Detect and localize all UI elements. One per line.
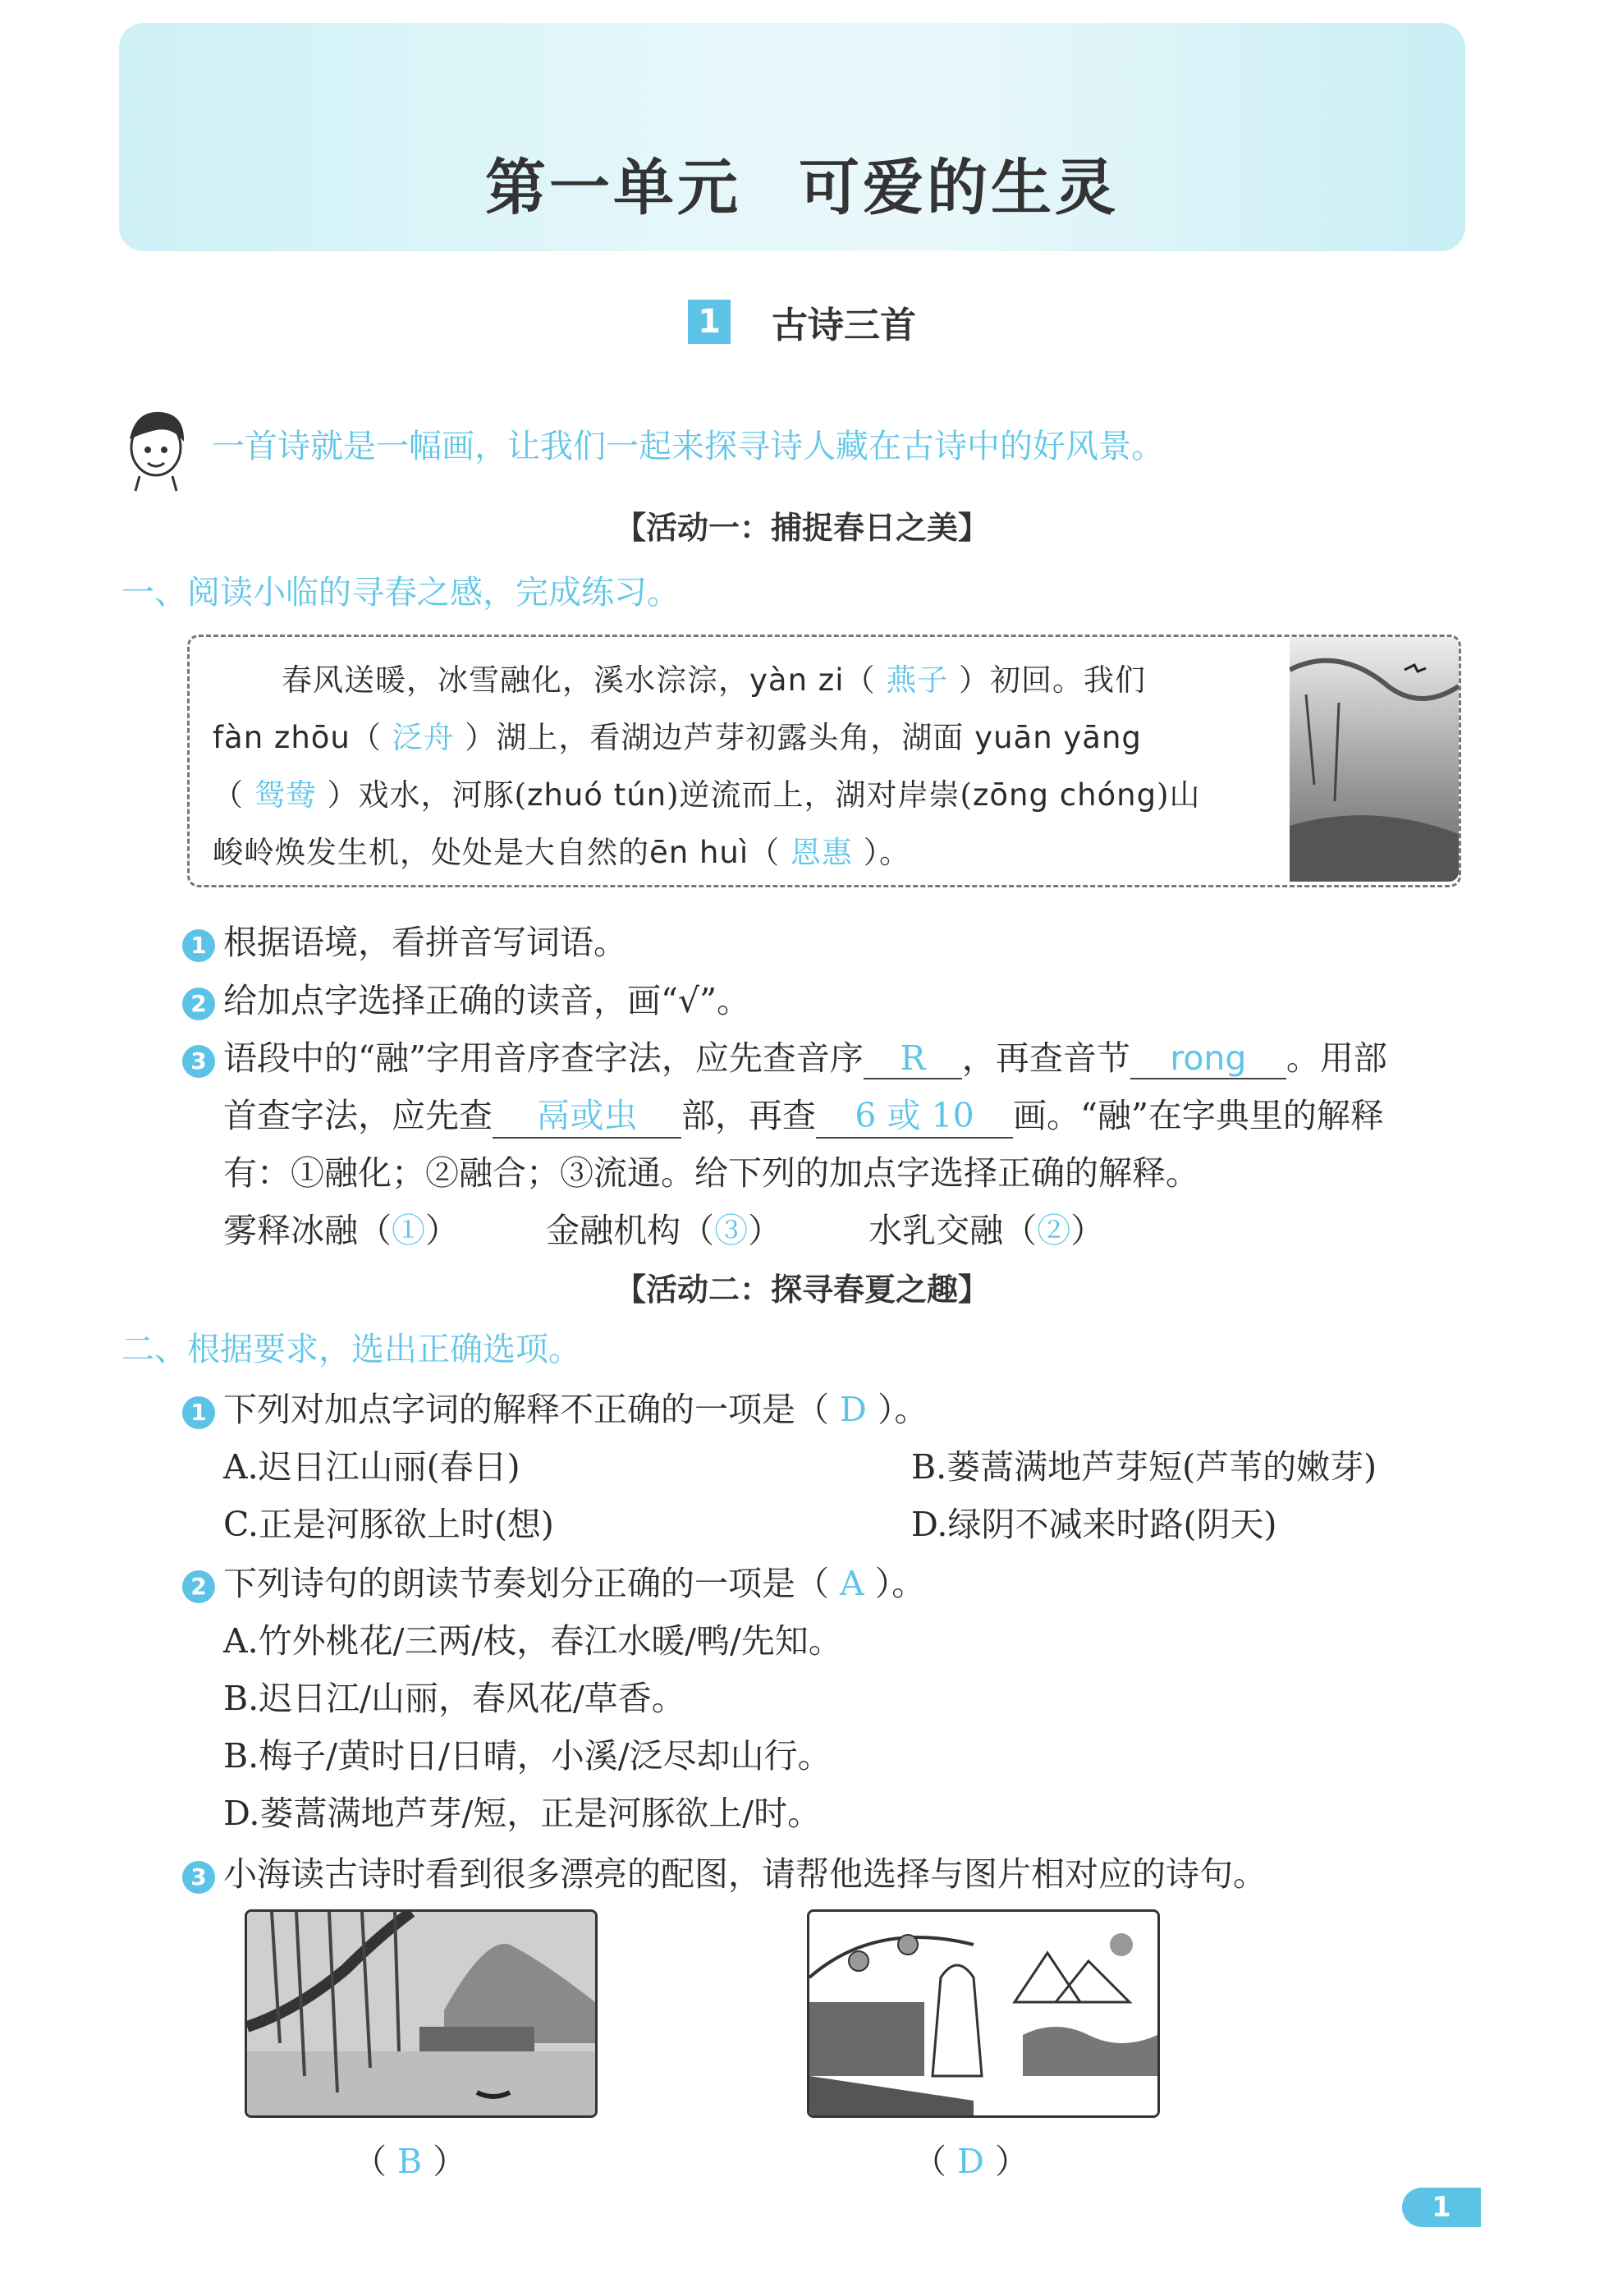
mc1-option-d[interactable]: D.绿阴不减来时路(阴天) <box>911 1505 1277 1544</box>
answer-blank-bushou[interactable]: 鬲或虫 <box>493 1088 681 1139</box>
lesson-title: 古诗三首 <box>772 305 916 346</box>
willow-village-picture <box>245 1909 598 2118</box>
unit-theme: 可爱的生灵 <box>799 153 1119 223</box>
mc1-option-a[interactable]: A.迟日江山丽(春日) <box>223 1447 520 1487</box>
passage-line-3: （ 鸳鸯 ）戏水，河豚(zhuó tún)逆流而上，湖对岸崇(zōng chóng)山 <box>213 777 1201 813</box>
passage-text: 春风送暖，冰雪融化，溪水淙淙， <box>282 662 749 698</box>
mc-question-2 <box>182 1556 925 1605</box>
answer-choice[interactable]: D <box>957 2142 984 2181</box>
question-text: 下列对加点字词的解释不正确的一项是（ <box>223 1390 829 1429</box>
question-3-line-2 <box>223 1088 1384 1139</box>
question-text: ，再查音节 <box>961 1038 1130 1078</box>
pinyin: zhuó tún <box>526 777 667 813</box>
passage-line-2: fàn zhōu（ 泛舟 ）湖上，看湖边芦芽初露头角，湖面 yuān yāng <box>213 720 1142 755</box>
mc1-option-b[interactable]: B.蒌蒿满地芦芽短(芦苇的嫩芽) <box>911 1447 1377 1487</box>
item-text: 雾释冰融（ <box>223 1211 392 1250</box>
item-text: ） <box>748 1211 782 1250</box>
question-number: 1 <box>182 1396 215 1429</box>
section-one-heading: 一、阅读小临的寻春之感，完成练习。 <box>121 574 680 612</box>
question-number: 2 <box>182 988 215 1020</box>
question-text: ）。 <box>874 1564 926 1603</box>
answer-blank-yinxu[interactable]: R <box>864 1038 962 1079</box>
question-number: 2 <box>182 1570 215 1603</box>
activity-one-heading: 【活动一：捕捉春日之美】 <box>614 510 989 546</box>
question-2 <box>182 974 750 1022</box>
answer-blank-bihua[interactable]: 6 或 10 <box>816 1088 1013 1139</box>
section-two-heading: 二、根据要求，选出正确选项。 <box>121 1331 581 1368</box>
question-text: 。用部 <box>1285 1038 1387 1078</box>
activity-two-heading: 【活动二：探寻春夏之趣】 <box>614 1272 989 1308</box>
page-number: 1 <box>1402 2188 1481 2227</box>
mc2-option-b[interactable]: B.迟日江/山丽，春风花/草香。 <box>223 1679 685 1718</box>
spring-lake-illustration <box>1290 637 1459 882</box>
mc2-option-a[interactable]: A.竹外桃花/三两/枝，春江水暖/鸭/先知。 <box>223 1621 842 1661</box>
unit-title <box>0 140 1604 227</box>
question-number: 3 <box>182 1045 215 1078</box>
item-text: 金融机构（ <box>546 1211 715 1250</box>
mc-question-3 <box>182 1847 1267 1895</box>
mc2-option-c[interactable]: B.梅子/黄时日/日晴，小溪/泛尽却山行。 <box>223 1736 832 1776</box>
question-text: 有：①融化；②融合；③流通。给下列的加点字选择正确的解释。 <box>223 1153 1199 1193</box>
unit-label: 第一单元 <box>485 153 741 223</box>
question-text: 画。“融”在字典里的解释 <box>1013 1096 1384 1135</box>
item-text: ） <box>1070 1211 1105 1250</box>
item-text: 水乳交融（ <box>868 1211 1038 1250</box>
question-text: 语段中的“融”字用音序查字法，应先查音序 <box>223 1038 864 1078</box>
paren: （ <box>913 2142 946 2181</box>
answer-choice[interactable]: D <box>840 1390 867 1429</box>
passage-text: )山 <box>1157 777 1201 813</box>
item-answer[interactable]: ③ <box>714 1211 749 1250</box>
passage-text: 峻岭焕发生机，处处是大自然的 <box>213 835 649 870</box>
picture-2-answer <box>913 2134 1029 2183</box>
lesson-number-badge: 1 <box>688 300 731 344</box>
item-text: ） <box>425 1211 459 1250</box>
passage-text: ）湖上，看湖边芦芽初露头角，湖面 <box>465 720 965 755</box>
answer-choice[interactable]: B <box>397 2142 423 2181</box>
passage-text: ）戏水，河豚( <box>327 777 527 813</box>
pinyin: ēn huì <box>649 835 749 870</box>
pinyin: zōng chóng <box>972 777 1157 813</box>
passage-line-4: 峻岭焕发生机，处处是大自然的ēn huì（ 恩惠 ）。 <box>213 835 911 870</box>
paren: （ <box>353 2142 387 2181</box>
traveler-boat-picture <box>807 1909 1160 2118</box>
mc-question-1 <box>182 1382 928 1431</box>
item-answer[interactable]: ② <box>1037 1211 1071 1250</box>
answer-choice[interactable]: A <box>840 1564 864 1603</box>
passage-text: ）初回。我们 <box>959 662 1147 698</box>
question-text: ）。 <box>877 1390 928 1429</box>
passage-text: )逆流而上，湖对岸崇( <box>667 777 973 813</box>
question-text: 首查字法，应先查 <box>223 1096 493 1135</box>
item-answer[interactable]: ① <box>392 1211 425 1250</box>
question-text: 根据语境，看拼音写词语。 <box>223 923 627 962</box>
question-number: 1 <box>182 929 215 962</box>
question-3-line-1 <box>182 1031 1387 1079</box>
picture-1-answer <box>353 2134 466 2183</box>
answer-yuanyang: 鸳鸯 <box>254 777 317 813</box>
question-text: 给加点字选择正确的读音，画“√”。 <box>223 981 751 1020</box>
answer-enhui: 恩惠 <box>790 835 853 870</box>
pinyin: fàn zhōu <box>213 720 351 755</box>
passage-line-1: 春风送暖，冰雪融化，溪水淙淙，yàn zi（ 燕子 ）初回。我们 <box>282 662 1147 698</box>
answer-fanzhou: 泛舟 <box>392 720 455 755</box>
passage-text: ）。 <box>863 835 911 870</box>
paren: ） <box>994 2142 1029 2181</box>
question-number: 3 <box>182 1861 215 1894</box>
mc2-option-d[interactable]: D.蒌蒿满地芦芽/短，正是河豚欲上/时。 <box>223 1794 822 1833</box>
question-text: 部，再查 <box>681 1096 816 1135</box>
answer-yanzi: 燕子 <box>886 662 949 698</box>
question-1 <box>182 915 627 964</box>
pinyin: yuān yāng <box>974 720 1142 755</box>
answer-blank-yinjie[interactable]: rong <box>1130 1038 1286 1079</box>
pinyin: yàn zi <box>749 662 845 698</box>
mc1-option-c[interactable]: C.正是河豚欲上时(想) <box>223 1505 554 1544</box>
intro-text: 一首诗就是一幅画，让我们一起来探寻诗人藏在古诗中的好风景。 <box>212 428 1164 465</box>
question-3-line-3 <box>223 1146 1199 1194</box>
boy-avatar-icon <box>115 402 197 496</box>
question-text: 小海读古诗时看到很多漂亮的配图，请帮他选择与图片相对应的诗句。 <box>223 1854 1267 1894</box>
question-text: 下列诗句的朗读节奏划分正确的一项是（ <box>223 1564 829 1603</box>
question-3-items <box>223 1203 1104 1252</box>
paren: ） <box>433 2142 467 2181</box>
passage-box <box>187 635 1461 887</box>
lesson-heading <box>0 296 1604 348</box>
